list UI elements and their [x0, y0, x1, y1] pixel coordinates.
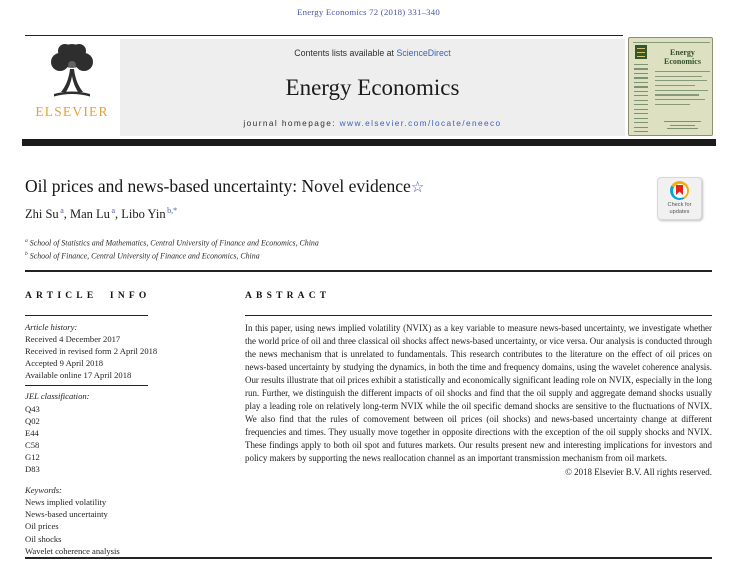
sciencedirect-link[interactable]: ScienceDirect: [396, 48, 451, 58]
abstract-text: In this paper, using news implied volatility (NVIX) as a key variable to measure news-based uncertainty, we investigate whether the world price of oil and three classical oil shocks affect news-based uncertainty, or vice versa. Our analysis is conducted through the news mechanism that is unrelated to fundamentals. This research contributes to the literature on the effect of oil prices on news-based uncertainty by studying the dynamics, in both the time and frequency domains, using the wavelet coherence analysis. Our results illustrate that oil prices exhibit a statistically and economically significant leading role on NVIX, especially in the long run. Further, we distinguish the different impacts of oil shocks and find that the oil supply and aggregate demand shocks usually play a leading role on relatively long-term NVIX while the oil specific demand shocks are sensitive to the fluctuations of NVIX. We also find that the rules of comovement between oil prices (oil shocks) and news-based uncertainty change at different frequencies and times. They usually move together in opposite directions with the exception of the oil supply shocks and NVIX. These findings apply to both oil spot and futures markets. Our results present new and interesting implications for investors and policy makers by supporting the news reallocation channel as an important transmission mechanism from oil markets.: [245, 323, 712, 464]
contents-prefix: Contents lists available at: [294, 48, 397, 58]
article-info-heading: ARTICLE INFO: [25, 291, 151, 301]
author-name: Man Lu: [70, 207, 110, 222]
affiliation-text: School of Finance, Central University of Finance and Economics, China: [29, 251, 260, 261]
affiliation-text: School of Statistics and Mathematics, Central University of Finance and Economics, China: [29, 238, 319, 248]
history-label: Article history:: [25, 322, 78, 332]
article-info-rule: [25, 315, 148, 316]
jel-label: JEL classification:: [25, 391, 90, 402]
contents-line: [294, 48, 450, 58]
elsevier-tree-icon: [27, 41, 117, 103]
abstract-column: [245, 322, 712, 479]
jel-item: Q02: [25, 415, 40, 426]
homepage-line: [243, 118, 501, 128]
cover-contents-lines: [655, 71, 710, 109]
cover-flag-icon: [635, 45, 647, 59]
keyword-item: News-based uncertainty: [25, 509, 108, 520]
author-name: Libo Yin: [121, 207, 166, 222]
author-name: Zhi Su: [25, 207, 59, 222]
cover-editor-list: [634, 64, 648, 136]
history-item: Received 4 December 2017: [25, 334, 121, 345]
homepage-prefix: journal homepage:: [243, 118, 340, 128]
author-separator: ,: [63, 207, 70, 222]
cover-publisher-lines: [655, 119, 710, 130]
keywords-label: Keywords:: [25, 485, 62, 496]
header-black-bar: [22, 139, 716, 146]
title-footnote-star: ☆: [410, 180, 425, 196]
author-affiliation-sup: b,*: [167, 206, 178, 215]
check-for-updates-badge[interactable]: [657, 177, 702, 220]
abstract-rule: [245, 315, 712, 316]
elsevier-logo[interactable]: [27, 41, 117, 136]
journal-cover-thumbnail[interactable]: [628, 37, 713, 136]
info-spacer: [25, 475, 237, 484]
affiliation-line: [25, 249, 319, 262]
abstract-heading: ABSTRACT: [245, 291, 331, 301]
info-sub-divider: [25, 385, 148, 386]
keyword-item: Wavelet coherence analysis: [25, 545, 120, 556]
author-separator: ,: [115, 207, 122, 222]
jel-item: Q43: [25, 403, 40, 414]
keyword-item: Oil prices: [25, 521, 59, 532]
history-item: Received in revised form 2 April 2018: [25, 346, 158, 357]
bottom-divider: [25, 557, 712, 559]
article-info-column: [25, 321, 237, 557]
author-affiliation-sup: a: [111, 206, 115, 215]
article-title-text: Oil prices and news-based uncertainty: Novel evidence: [25, 176, 411, 196]
elsevier-wordmark: ELSEVIER: [35, 104, 109, 119]
copyright-line: © 2018 Elsevier B.V. All rights reserved.: [565, 466, 712, 477]
section-divider: [25, 270, 712, 272]
keyword-item: Oil shocks: [25, 533, 62, 544]
affiliation-line: [25, 236, 319, 249]
jel-item: G12: [25, 451, 40, 462]
jel-item: E44: [25, 427, 39, 438]
history-item: Accepted 9 April 2018: [25, 358, 104, 369]
journal-reference: Energy Economics 72 (2018) 331–340: [297, 7, 440, 17]
affiliation-sup: a: [25, 238, 28, 244]
jel-item: D83: [25, 464, 40, 475]
keyword-item: News implied volatility: [25, 497, 107, 508]
affiliation-sup: b: [25, 250, 28, 257]
homepage-link[interactable]: www.elsevier.com/locate/eneeco: [339, 118, 502, 128]
history-item: Available online 17 April 2018: [25, 370, 132, 381]
affiliations-block: [25, 236, 319, 261]
jel-item: C58: [25, 439, 40, 450]
author-affiliation-sup: a: [60, 206, 64, 215]
top-divider: [25, 35, 623, 36]
journal-banner: [120, 39, 625, 136]
article-title: [25, 176, 625, 197]
check-updates-label: Check for updates: [667, 202, 692, 215]
journal-title: Energy Economics: [285, 75, 460, 100]
authors-line: [25, 206, 177, 222]
crossmark-icon: [670, 181, 689, 200]
cover-top-line: [633, 42, 710, 43]
cover-title: Energy Economics: [664, 48, 701, 66]
